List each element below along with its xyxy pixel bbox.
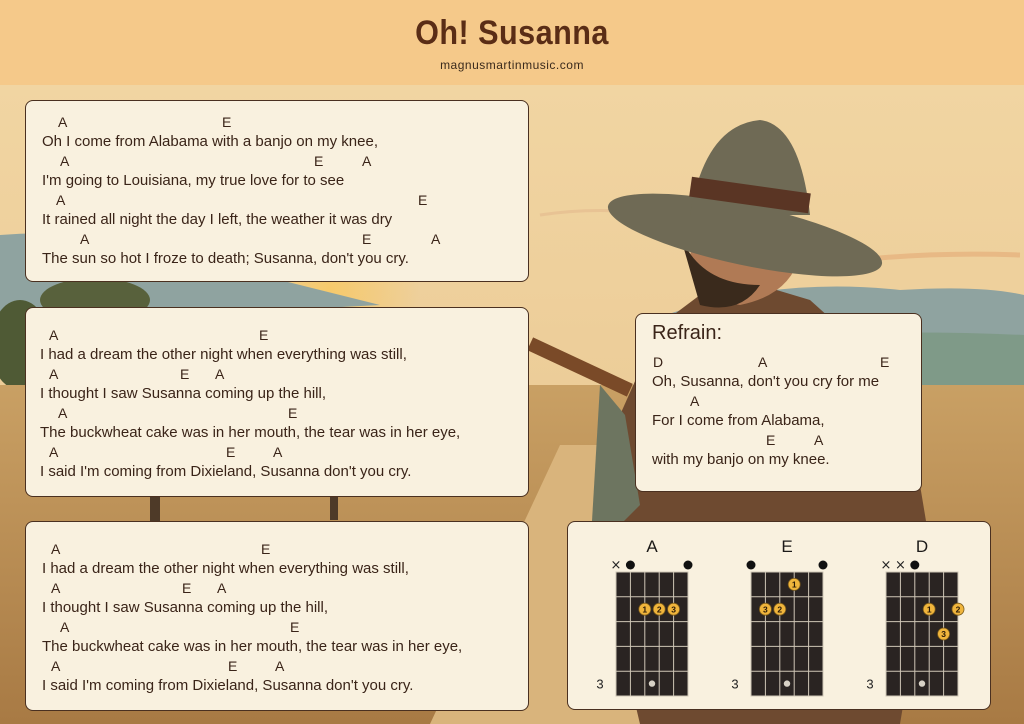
fretboard [751,572,823,696]
lyric-line: I thought I saw Susanna coming up the hill, [42,599,329,616]
verse-1-line-2 [42,152,514,191]
lyric-line: The buckwheat cake was in her mouth, the tear was in her eye, [42,638,463,655]
chord-diagrams-box [567,521,991,710]
lyric-line: I said I'm coming from Dixieland, Susanna don't you cry. [40,463,412,480]
chord-label: E [288,405,298,421]
muted-string-mark: × [610,558,622,573]
finger-number: 3 [763,604,768,615]
finger-number: 2 [955,604,961,615]
chord-label: E [418,192,428,208]
finger-number: 2 [656,604,662,615]
finger-number: 1 [642,604,648,615]
lyric-line: I said I'm coming from Dixieland, Susanna don't you cry. [42,677,414,694]
refrain-line-1 [652,353,907,392]
verse-3-line-4 [40,657,514,696]
fret-number-label: 3 [731,676,739,692]
lyric-line: The buckwheat cake was in her mouth, the tear was in her eye, [40,424,461,441]
finger-number: 1 [926,604,932,615]
lyric-line: For I come from Alabama, [652,412,825,429]
chord-label: A [49,327,59,343]
chord-label: E [766,432,776,448]
muted-string-mark: × [894,558,906,573]
lyric-line: I had a dream the other night when everything was still, [42,560,409,577]
verse-1-box [25,100,529,282]
chord-label: A [217,580,227,596]
refrain-line-3 [652,431,907,470]
chord-label: E [290,619,300,635]
open-string-dot [684,561,693,570]
lyric-line: It rained all night the day I left, the weather it was dry [42,211,393,228]
chord-label: A [56,192,66,208]
chord-label: E [182,580,192,596]
site-url: magnusmartinmusic.com [440,58,584,72]
chord-label: E [226,444,236,460]
chord-label: E [314,153,324,169]
verse-1-line-3 [42,191,514,230]
verse-1-line-1 [42,113,514,152]
lyric-line: I thought I saw Susanna coming up the hill, [40,385,327,402]
verse-3-line-3 [40,618,514,657]
verse-2-line-4 [40,443,514,482]
verse-1-line-4 [42,230,514,269]
chord-label: A [215,366,225,382]
fretboard [616,572,688,696]
page-title: Oh! Susanna [415,14,609,52]
fret-inlay-dot [784,680,790,686]
chord-label: A [690,393,700,409]
verse-3-line-1 [40,540,514,579]
lyric-line: I had a dream the other night when everything was still, [40,346,407,363]
chord-label: E [222,114,232,130]
open-string-dot [910,561,919,570]
chord-label: A [58,405,68,421]
finger-number: 1 [791,579,797,590]
verse-2-box [25,307,529,497]
lyric-line: The sun so hot I froze to death; Susanna, don't you cry. [42,250,409,267]
chord-label: A [431,231,441,247]
chord-diagram-name: D [915,537,929,556]
chord-label: E [261,541,271,557]
chord-label: A [51,658,61,674]
fret-inlay-dot [649,680,655,686]
chord-label: A [60,619,70,635]
lyric-line: I'm going to Louisiana, my true love for to see [42,172,345,189]
chord-diagram-name: A [646,537,658,556]
chord-label: A [758,354,768,370]
chord-label: A [51,580,61,596]
lyric-line: Oh I come from Alabama with a banjo on my knee, [42,133,378,150]
chord-label: E [180,366,190,382]
fret-number-label: 3 [866,676,874,692]
chord-label: E [259,327,269,343]
finger-number: 2 [777,604,783,615]
finger-number: 3 [671,604,676,615]
chord-label: A [275,658,285,674]
chord-diagrams [568,522,989,708]
chord-label: A [273,444,283,460]
chord-label: A [814,432,824,448]
chord-label: E [228,658,238,674]
verse-3-box [25,521,529,711]
fret-inlay-dot [919,680,925,686]
open-string-dot [819,561,828,570]
verse-3-line-2 [40,579,514,618]
chord-label: A [49,366,59,382]
chord-label: D [653,354,664,370]
chord-label: E [362,231,372,247]
lyric-line: Oh, Susanna, don't you cry for me [652,373,880,390]
refrain-line-2 [652,392,907,431]
finger-number: 3 [941,629,946,640]
refrain-title: Refrain: [652,322,723,344]
chord-label: A [60,153,70,169]
chord-diagram-name: E [781,537,793,556]
open-string-dot [747,561,756,570]
chord-label: A [80,231,90,247]
header-banner [0,0,1024,85]
verse-2-line-2 [40,365,514,404]
chord-label: A [58,114,68,130]
chord-label: A [49,444,59,460]
chord-label: A [362,153,372,169]
chord-label: A [51,541,61,557]
chord-label: E [880,354,890,370]
refrain-box [635,313,922,492]
open-string-dot [626,561,635,570]
muted-string-mark: × [880,558,892,573]
lyric-line: with my banjo on my knee. [652,451,830,468]
verse-2-line-1 [40,326,514,365]
verse-2-line-3 [40,404,514,443]
fret-number-label: 3 [596,676,604,692]
